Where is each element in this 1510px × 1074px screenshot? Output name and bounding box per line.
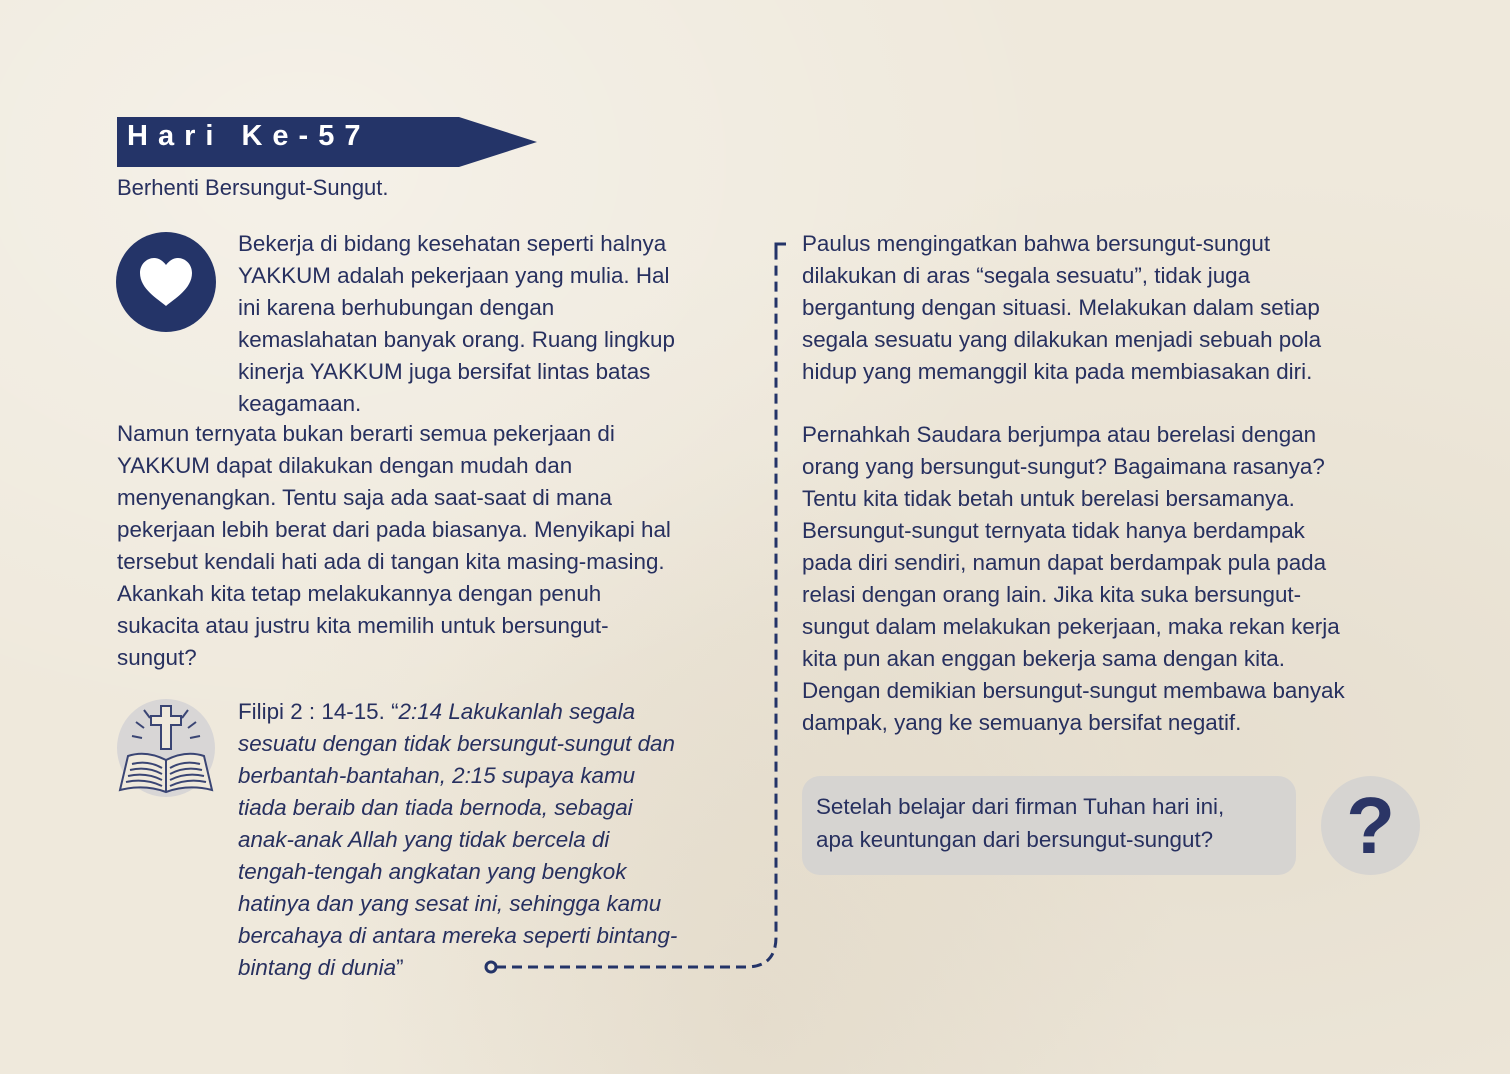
right-line: Paulus mengingatkan bahwa bersungut-sungut (802, 231, 1271, 256)
right-line: hidup yang memanggil kita pada membiasakan diri. (802, 359, 1313, 384)
dashed-connector (480, 230, 800, 980)
right-line: Bersungut-sungut ternyata tidak hanya berdampak (802, 518, 1305, 543)
verse-text: 2:14 Lakukanlah segala (398, 699, 636, 724)
right-line: segala sesuatu yang dilakukan menjadi sebuah pola (802, 327, 1322, 352)
right-line: dampak, yang ke semuanya bersifat negatif. (802, 710, 1242, 735)
bible-cross-icon (114, 698, 218, 802)
right-line: dilakukan di aras “segala sesuatu”, tidak juga (802, 263, 1251, 288)
verse-line: tiada beraib dan tiada bernoda, sebagai (238, 795, 633, 820)
question-line: Setelah belajar dari firman Tuhan hari ini, (816, 794, 1225, 819)
verse-line: hatinya dan yang sesat ini, sehingga kamu (238, 891, 662, 916)
right-line: kita pun akan enggan bekerja sama dengan kita. (802, 646, 1285, 671)
body-line: Namun ternyata bukan berarti semua pekerjaan di (117, 421, 615, 446)
reflection-question-box (802, 776, 1296, 875)
verse-close-quote: ” (396, 955, 404, 980)
question-mark-icon: ? (1346, 781, 1395, 870)
right-line: orang yang bersungut-sungut? Bagaimana rasanya? (802, 454, 1325, 479)
page-subtitle: Berhenti Bersungut-Sungut. (117, 175, 389, 200)
heart-icon (138, 256, 194, 308)
intro-line: kemaslahatan banyak orang. Ruang lingkup (238, 327, 675, 352)
day-ribbon (117, 117, 537, 167)
right-paragraph-2 (802, 419, 1345, 739)
verse-text: bintang di dunia (238, 955, 397, 980)
intro-line: keagamaan. (238, 391, 362, 416)
intro-line: Bekerja di bidang kesehatan seperti halnya (238, 231, 667, 256)
reflection-question (816, 790, 1224, 856)
question-line: apa keuntungan dari bersungut-sungut? (816, 827, 1214, 852)
verse-line: tengah-tengah angkatan yang bengkok (238, 859, 627, 884)
verse-line: anak-anak Allah yang tidak bercela di (238, 827, 610, 852)
right-line: Tentu kita tidak betah untuk berelasi bersamanya. (802, 486, 1295, 511)
body-line: pekerjaan lebih berat dari pada biasanya. Menyikapi hal (117, 517, 671, 542)
right-paragraph-1 (802, 228, 1321, 388)
body-line: sungut? (117, 645, 197, 670)
right-line: sungut dalam melakukan pekerjaan, maka rekan kerja (802, 614, 1340, 639)
body-line: tersebut kendali hati ada di tangan kita masing-masing. (117, 549, 665, 574)
verse-line: berbantah-bantahan, 2:15 supaya kamu (238, 763, 636, 788)
intro-line: kinerja YAKKUM juga bersifat lintas batas (238, 359, 651, 384)
right-line: Dengan demikian bersungut-sungut membawa banyak (802, 678, 1345, 703)
body-line: menyenangkan. Tentu saja ada saat-saat di mana (117, 485, 612, 510)
right-line: bergantung dengan situasi. Melakukan dalam setiap (802, 295, 1320, 320)
verse-line: bercahaya di antara mereka seperti bintang- (238, 923, 678, 948)
intro-line: ini karena berhubungan dengan (238, 295, 555, 320)
heart-icon-badge (116, 232, 216, 332)
right-line: relasi dengan orang lain. Jika kita suka bersungut- (802, 582, 1302, 607)
question-mark-badge (1321, 776, 1420, 875)
right-line: Pernahkah Saudara berjumpa atau berelasi dengan (802, 422, 1317, 447)
verse-line: sesuatu dengan tidak bersungut-sungut dan (238, 731, 675, 756)
body-line: sukacita atau justru kita memilih untuk bersungut- (117, 613, 609, 638)
day-label: Hari Ke-57 (127, 120, 371, 152)
body-line: YAKKUM dapat dilakukan dengan mudah dan (117, 453, 573, 478)
body-line: Akankah kita tetap melakukannya dengan penuh (117, 581, 602, 606)
right-line: pada diri sendiri, namun dapat berdampak pula pada (802, 550, 1327, 575)
intro-line: YAKKUM adalah pekerjaan yang mulia. Hal (238, 263, 670, 288)
verse-reference: Filipi 2 : 14-15. “ (238, 699, 399, 724)
